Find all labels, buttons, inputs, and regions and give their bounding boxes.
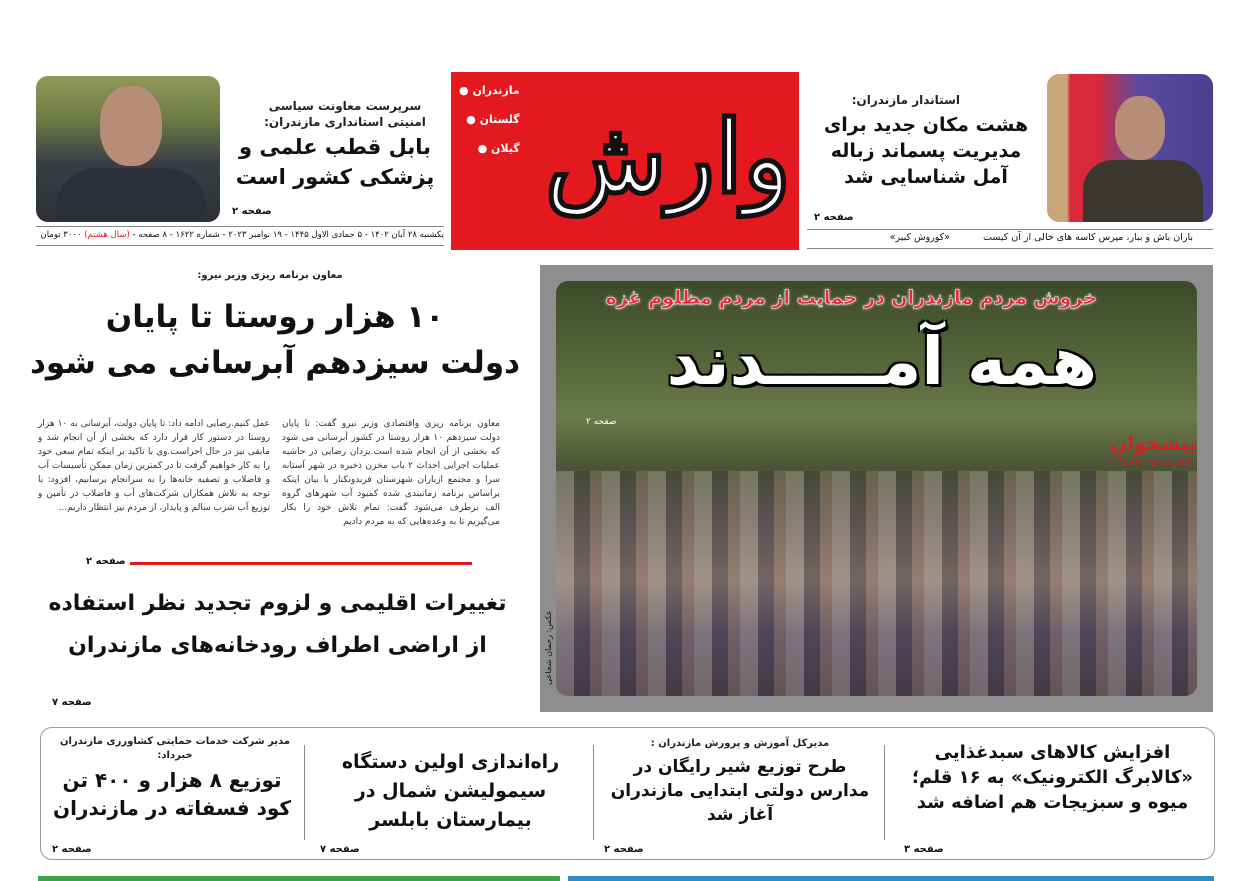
top-left-kicker: سرپرست معاونت سیاسی امنیتی استانداری مازندران:: [264, 99, 426, 129]
bottom-green-bar: [38, 876, 560, 881]
main-photo: [556, 281, 1197, 696]
column-divider: [593, 745, 594, 840]
region-list: [459, 76, 520, 163]
bottom-story-3-page-ref: صفحه ۷: [320, 844, 360, 855]
lead-page-ref: صفحه ۲: [86, 556, 126, 567]
main-headline[interactable]: همه آمـــــدند: [666, 323, 1097, 400]
logo-text: وارش: [544, 98, 792, 216]
dateline: [36, 230, 444, 240]
top-right-page-ref: صفحه ۲: [814, 212, 854, 223]
portrait-body: [56, 168, 206, 222]
portrait-head: [100, 86, 162, 166]
bottom-story-1-headline[interactable]: افزایش کالاهای سبدغذایی «کالابرگ الکترونیک» به ۱۶ قلم؛ میوه و سبزیجات هم اضافه شد: [911, 742, 1194, 813]
lead-body-col2: عمل کنیم.رضایی ادامه داد: تا پایان دولت، آبرسانی به ۱۰ هزار روستا در دستور کار قرار دارد که بخشی از آن انجام شد و مابقی نیز در حال اجراست.وی با تاکید بر اینکه تمام سعی خود را به کار خواهیم گرفت تا در کمترین زمان ممکن تأسیسات آب و فاضلاب و تصفیه خانه‌ها را به سرانجام برسانیم، افزود: با توجه به تلاش همکاران شرکت‌های آب و فاضلاب در تأمین و توزیع آب شرب سالم و پایدار، از مردم نیز انتظار داریم...: [38, 419, 270, 513]
pishkhan-watermark: [1110, 431, 1197, 468]
dateline-rule-top: [36, 226, 444, 227]
column-divider: [884, 745, 885, 840]
quote-rule-bottom: [807, 248, 1213, 249]
bottom-blue-bar: [568, 876, 1214, 881]
photo-credit: عکس: رحمان شجاعی: [544, 610, 553, 685]
lead-red-rule: [130, 562, 472, 565]
bottom-story-1-page-ref: صفحه ۳: [904, 844, 944, 855]
second-headline-line1[interactable]: تغییرات اقلیمی و لزوم تجدید نظر استفاده: [48, 591, 507, 616]
region-item: گیلان ●: [477, 142, 520, 155]
lead-headline-line2[interactable]: دولت سیزدهم آبرسانی می شود: [29, 345, 520, 381]
main-kicker: خروش مردم مازندران در حمایت از مردم مظلوم غزه: [605, 287, 1097, 309]
main-photo-frame: [540, 265, 1213, 712]
second-page-ref: صفحه ۷: [52, 697, 92, 708]
bottom-story-4-headline[interactable]: توزیع ۸ هزار و ۴۰۰ تن کود فسفاته در مازندران: [53, 768, 291, 820]
bottom-story-3-headline[interactable]: راه‌اندازی اولین دستگاه سیمولیشن شمال در بیمارستان بابلسر: [341, 751, 560, 831]
portrait-body: [1083, 160, 1203, 222]
quote-author: «کوروش کبیر»: [889, 232, 951, 243]
top-left-page-ref: صفحه ۲: [232, 206, 272, 217]
quote: [807, 232, 1213, 243]
top-left-headline[interactable]: بابل قطب علمی و پزشکی کشور است: [235, 135, 435, 189]
official-photo-right: [1047, 74, 1213, 222]
top-right-headline[interactable]: هشت مکان جدید برای مدیریت پسماند زباله آمل شناسایی شد: [823, 114, 1029, 188]
top-right-kicker: استاندار مازندران:: [851, 93, 960, 107]
crowd-overlay: [556, 471, 1197, 696]
column-divider: [304, 745, 305, 840]
dateline-rule-bottom: [36, 245, 444, 246]
bottom-story-4-kicker: مدیر شرکت خدمات حمایتی کشاورزی مازندران خبرداد:: [60, 736, 290, 761]
lead-body-col1: معاون برنامه ریزی واقتصادی وزیر نیرو گفت: تا پایان دولت سیزدهم ۱۰ هزار روستا در کشور آبرسانی می شود که بخشی از آن انجام شده است.یزدان رضایی در حاشیه عملیات اجرایی احداث ۲ باب مخزن ذخیره در شهر آستانه سرا و مجتمع ازباران شهرستان فریدونکنار با بیان اینکه براساس برنامه زمانبندی شده کمبود آب شهرهای گروه الف برطرف می‌شود گفت: تمام تلاش خود را بکار می‌گیریم تا به وعده‌هایی که به مردم دادیم: [282, 419, 500, 527]
lead-headline-line1[interactable]: ۱۰ هزار روستا تا پایان: [105, 299, 445, 335]
portrait-head: [1115, 96, 1165, 160]
dateline-year: (سال هشتم): [84, 230, 130, 240]
bottom-story-2-page-ref: صفحه ۲: [604, 844, 644, 855]
dateline-price: ۳۰۰۰ تومان: [40, 230, 82, 240]
official-photo-left: [36, 76, 220, 222]
quote-text: باران باش و ببار، مپرس کاسه های خالی از آن کیست: [983, 232, 1193, 243]
bottom-story-4-page-ref: صفحه ۲: [52, 844, 92, 855]
dateline-text: یکشنبه ۲۸ آبان ۱۴۰۲ - ۵ جمادی الاول ۱۴۴۵ - ۱۹ نوامبر ۲۰۲۳ - شماره ۱۶۲۲ - ۸ صفحه -: [132, 230, 444, 240]
second-headline-line2[interactable]: از اراضی اطراف رودخانه‌های مازندران: [68, 633, 487, 658]
masthead-logo: [451, 72, 799, 250]
lead-kicker: معاون برنامه ریزی وزیر نیرو:: [197, 270, 343, 281]
watermark-text: پیشخوان: [1110, 431, 1197, 455]
bottom-story-2-headline[interactable]: طرح توزیع شیر رایگان در مدارس دولتی ابتدایی مازندران آغاز شد: [610, 757, 870, 825]
quote-rule-top: [807, 229, 1213, 230]
region-item: مازندران ●: [459, 84, 520, 97]
bottom-story-2-kicker: مدیرکل آموزش و پرورش مازندران :: [650, 738, 830, 749]
region-item: گلستان ●: [466, 113, 520, 126]
watermark-url: Pishkhan.com: [1115, 455, 1192, 468]
main-page-ref: صفحه ۲: [586, 417, 617, 427]
